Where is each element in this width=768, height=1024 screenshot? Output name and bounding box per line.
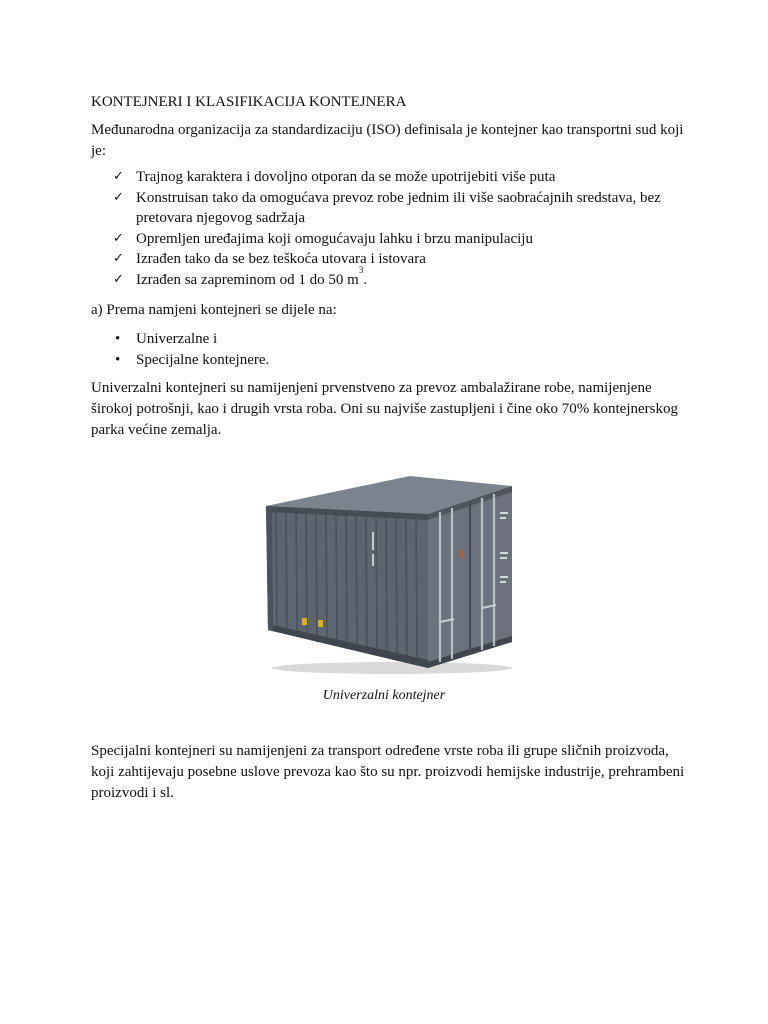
list-item-text: Konstruisan tako da omogućava prevoz robe jednim ili više saobraćajnih sredstava, bez pretovara njegovog sadržaja bbox=[136, 189, 661, 227]
special-paragraph: Specijalni kontejneri su namijenjeni za transport određene vrste roba ili grupe sličnih proizvoda, koji zahtijevaju posebne uslove prevoza kao što su npr. proizvodi hemijske industrije, prehrambeni proizvodi i sl. bbox=[91, 743, 685, 801]
check-mark-icon: ✓ bbox=[113, 251, 124, 267]
shipping-container-illustration bbox=[262, 472, 517, 678]
check-mark-icon: ✓ bbox=[113, 169, 124, 184]
list-item bbox=[113, 188, 673, 229]
list-item bbox=[113, 329, 673, 350]
figure-caption: Univerzalni kontejner bbox=[322, 688, 446, 703]
check-mark-icon: ✓ bbox=[113, 230, 124, 246]
list-item-text: Izrađen tako da se bez teškoća utovara i istovara bbox=[136, 251, 426, 268]
container-image bbox=[262, 472, 517, 678]
iso-criteria-list bbox=[113, 167, 673, 291]
list-item bbox=[113, 229, 673, 250]
intro-paragraph: Međunarodna organizacija za standardizaciju (ISO) definisala je kontejner kao transportni sud koji je: bbox=[91, 122, 684, 159]
division-intro: a) Prema namjeni kontejneri se dijele na: bbox=[91, 302, 337, 318]
division-list bbox=[113, 329, 673, 371]
bullet-dot-icon: • bbox=[115, 352, 121, 368]
list-item-text: Opremljen uređajima koji omogućavaju lahku i brzu manipulaciju bbox=[136, 230, 533, 247]
list-item bbox=[113, 264, 673, 291]
bullet-dot-icon: • bbox=[115, 331, 121, 347]
universal-paragraph: Univerzalni kontejneri su namijenjeni prvenstveno za prevoz ambalažirane robe, namijenjene širokoj potrošnji, kao i drugih vrsta roba. Oni su najviše zastupljeni i čine oko 70% kontejnerskog parka većine zemalja. bbox=[91, 380, 678, 438]
list-item-text: Izrađen sa zapreminom od 1 do 50 m bbox=[136, 271, 359, 288]
list-item-text: Trajnog karaktera i dovoljno otporan da se može upotrijebiti više puta bbox=[136, 169, 556, 185]
list-item-text: Specijalne kontejnere. bbox=[136, 352, 270, 368]
page-heading: KONTEJNERI I KLASIFIKACIJA KONTEJNERA bbox=[91, 94, 407, 110]
list-item-suffix: . bbox=[363, 271, 368, 288]
list-item bbox=[113, 350, 673, 371]
list-item-text: Univerzalne i bbox=[136, 331, 218, 347]
check-mark-icon: ✓ bbox=[113, 271, 124, 287]
superscript: 3 bbox=[358, 264, 364, 275]
check-mark-icon: ✓ bbox=[113, 189, 124, 205]
list-item bbox=[113, 249, 673, 270]
list-item bbox=[113, 167, 673, 188]
